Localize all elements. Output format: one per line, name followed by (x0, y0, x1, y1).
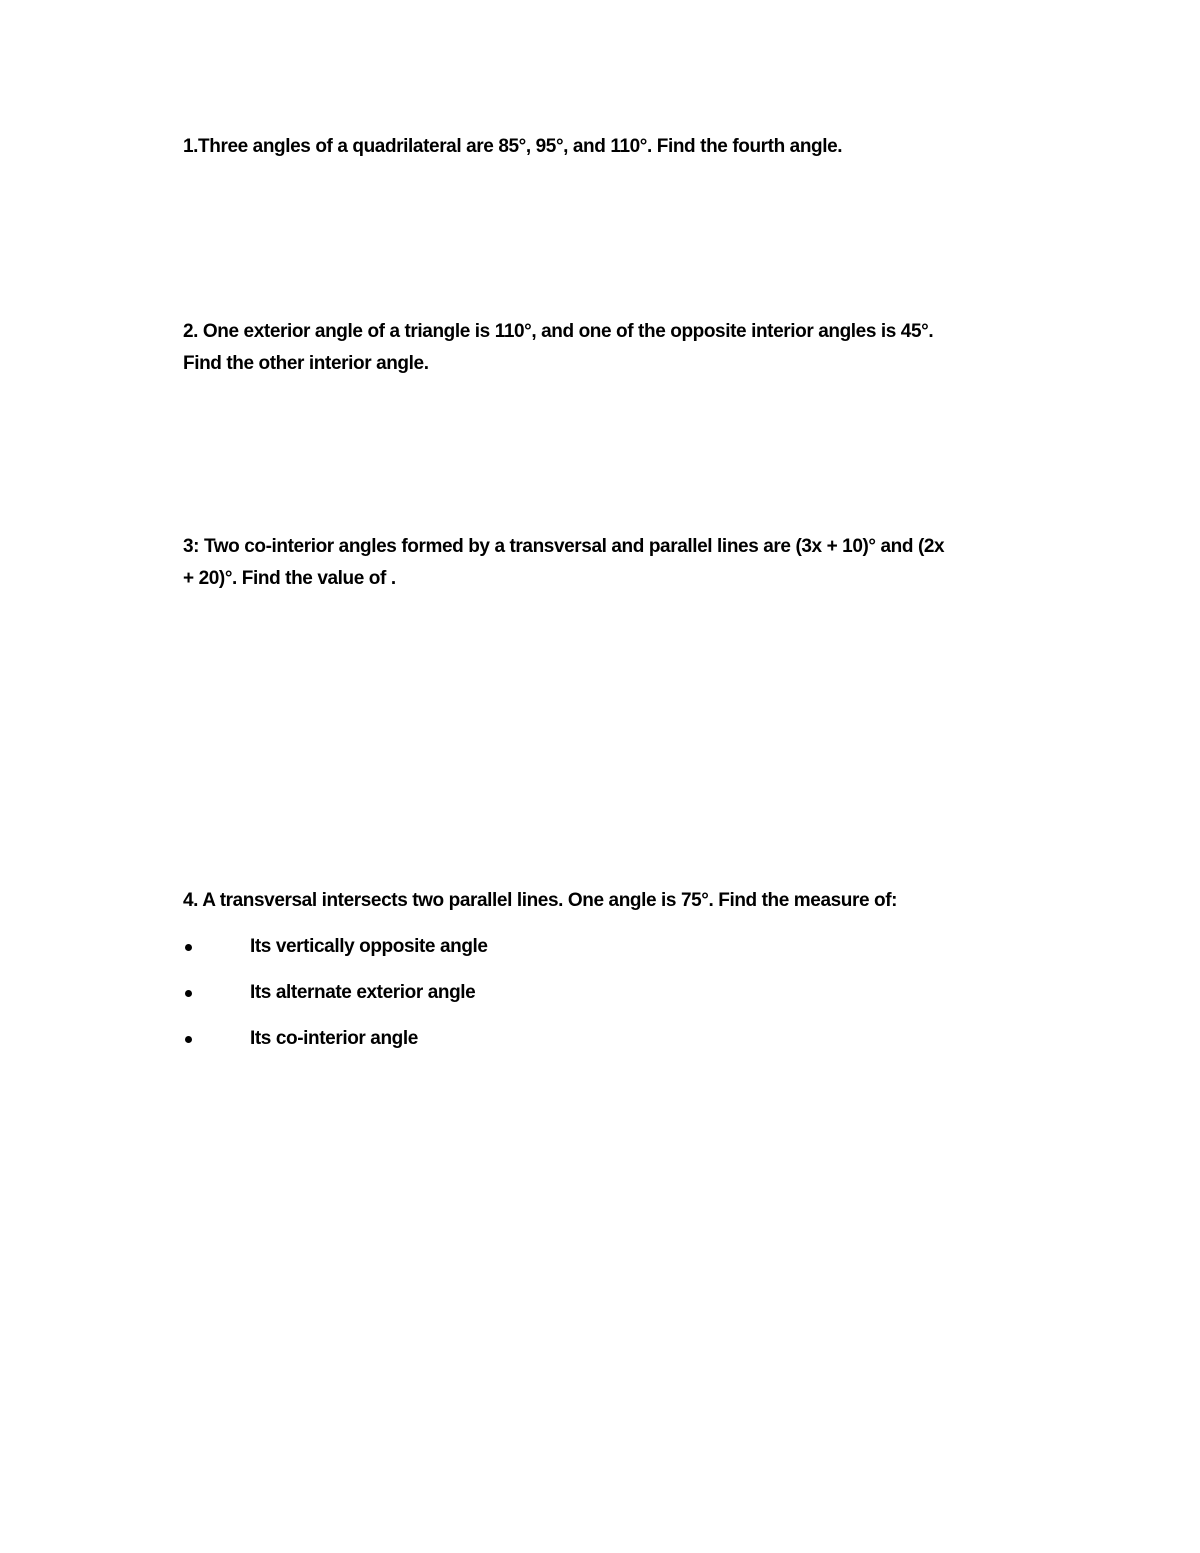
question-2-line-1: 2. One exterior angle of a triangle is 110°, and one of the opposite interior angles is 45°. (183, 321, 934, 342)
bullet-icon (185, 990, 192, 997)
question-4 (183, 885, 1023, 917)
question-2 (183, 316, 1023, 380)
question-4-sub-list (183, 931, 488, 1069)
question-1 (183, 131, 1023, 163)
list-item (183, 1023, 488, 1069)
question-2-line-2: Find the other interior angle. (183, 353, 429, 374)
list-item-text: Its vertically opposite angle (250, 936, 488, 957)
list-item (183, 931, 488, 977)
bullet-icon (185, 944, 192, 951)
question-3-line-1: 3: Two co-interior angles formed by a transversal and parallel lines are (3x + 10)° and (2x (183, 536, 945, 557)
list-item (183, 977, 488, 1023)
list-item-text: Its co-interior angle (250, 1028, 418, 1049)
question-3 (183, 531, 1023, 595)
bullet-icon (185, 1036, 192, 1043)
question-3-line-2: + 20)°. Find the value of . (183, 568, 396, 589)
question-4-line-1: 4. A transversal intersects two parallel lines. One angle is 75°. Find the measure of: (183, 890, 898, 911)
list-item-text: Its alternate exterior angle (250, 982, 476, 1003)
question-1-line-1: 1.Three angles of a quadrilateral are 85°, 95°, and 110°. Find the fourth angle. (183, 136, 843, 157)
